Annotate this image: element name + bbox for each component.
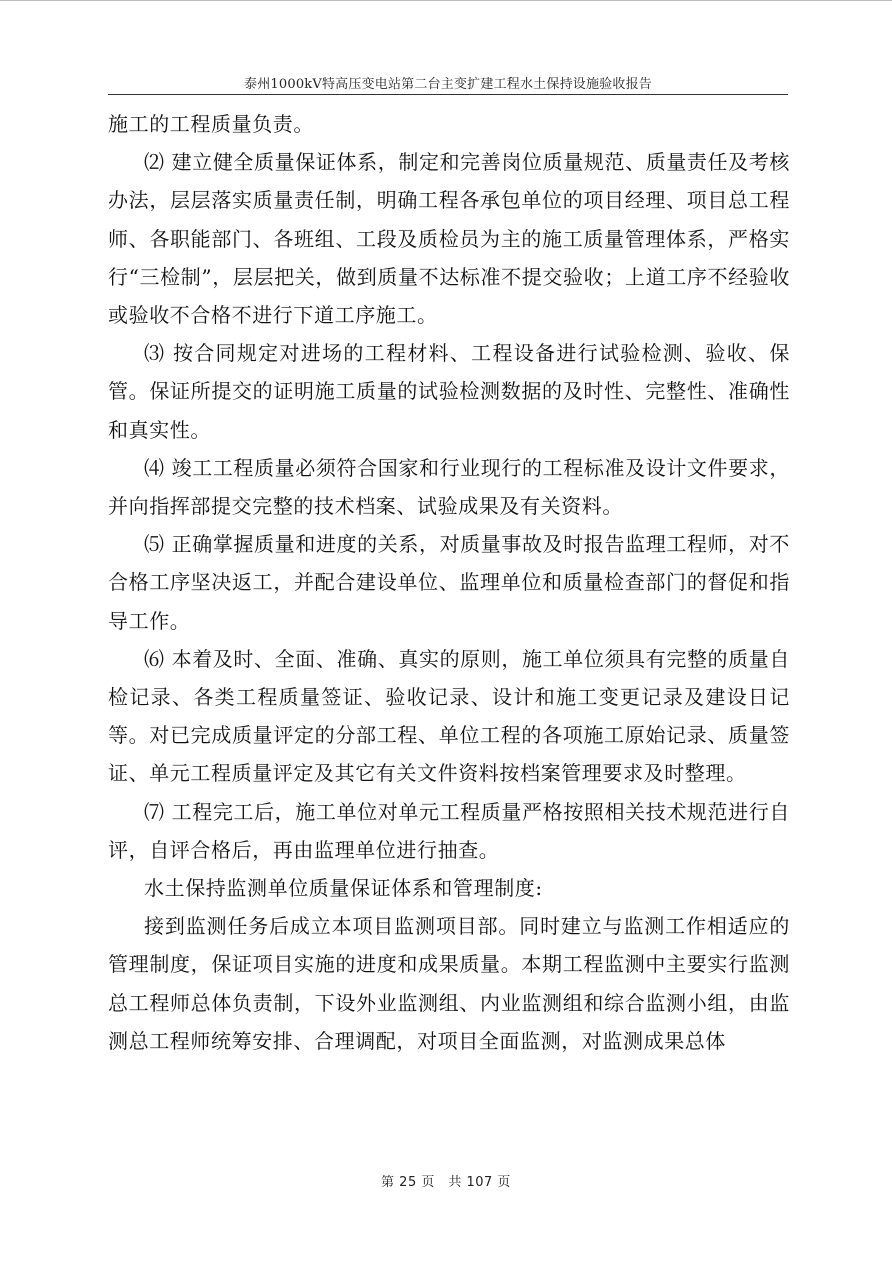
paragraph-continuation: 施工的工程质量负责。 (108, 112, 314, 136)
running-header: 泰州1000kV特高压变电站第二台主变扩建工程水土保持设施验收报告 (244, 77, 652, 92)
section-heading-monitoring: 水土保持监测单位质量保证体系和管理制度: (144, 876, 543, 901)
paragraph-item-7: ⑺ 工程完工后，施工单位对单元工程质量严格按照相关技术规范进行自评，自评合格后，再由监理单位进行抽查。 (108, 799, 790, 862)
paragraph-item-5: ⑸ 正确掌握质量和进度的关系，对质量事故及时报告监理工程师，对不合格工序坚决返工，并配合建设单位、监理单位和质量检查部门的督促和指导工作。 (108, 532, 790, 633)
paragraph-item-3: ⑶ 按合同规定对进场的工程材料、工程设备进行试验检测、验收、保管。保证所提交的证明施工质量的试验检测数据的及时性、完整性、准确性和真实性。 (108, 341, 790, 442)
page-number: 第 25 页 共 107 页 (381, 1175, 511, 1190)
paragraph-item-4: ⑷ 竣工工程质量必须符合国家和行业现行的工程标准及设计文件要求，并向指挥部提交完整的技术档案、试验成果及有关资料。 (108, 455, 790, 519)
paragraph-item-6: ⑹ 本着及时、全面、准确、真实的原则，施工单位须具有完整的质量自检记录、各类工程质量签证、验收记录、设计和施工变更记录及建设日记等。对已完成质量评定的分部工程、单位工程的各项施工原始记录、质量签证、单元工程质量评定及其它有关文件资料按档案管理要求及时整理。 (108, 646, 790, 786)
document-body (108, 105, 790, 1060)
paragraph-monitoring: 接到监测任务后成立本项目监测项目部。同时建立与监测工作相适应的管理制度，保证项目实施的进度和成果质量。本期工程监测中主要实行监测总工程师总体负责制，下设外业监测组、内业监测组和综合监测小组，由监测总工程师统筹安排、合理调配，对项目全面监测，对监测成果总体 (108, 914, 790, 1053)
header-rule (108, 94, 788, 95)
paragraph-item-2: ⑵ 建立健全质量保证体系，制定和完善岗位质量规范、质量责任及考核办法，层层落实质量责任制，明确工程各承包单位的项目经理、项目总工程师、各职能部门、各班组、工段及质检员为主的施工质量管理体系，严格实行“三检制”，层层把关，做到质量不达标准不提交验收；上道工序不经验收或验收不合格不进行下道工序施工。 (108, 150, 790, 328)
